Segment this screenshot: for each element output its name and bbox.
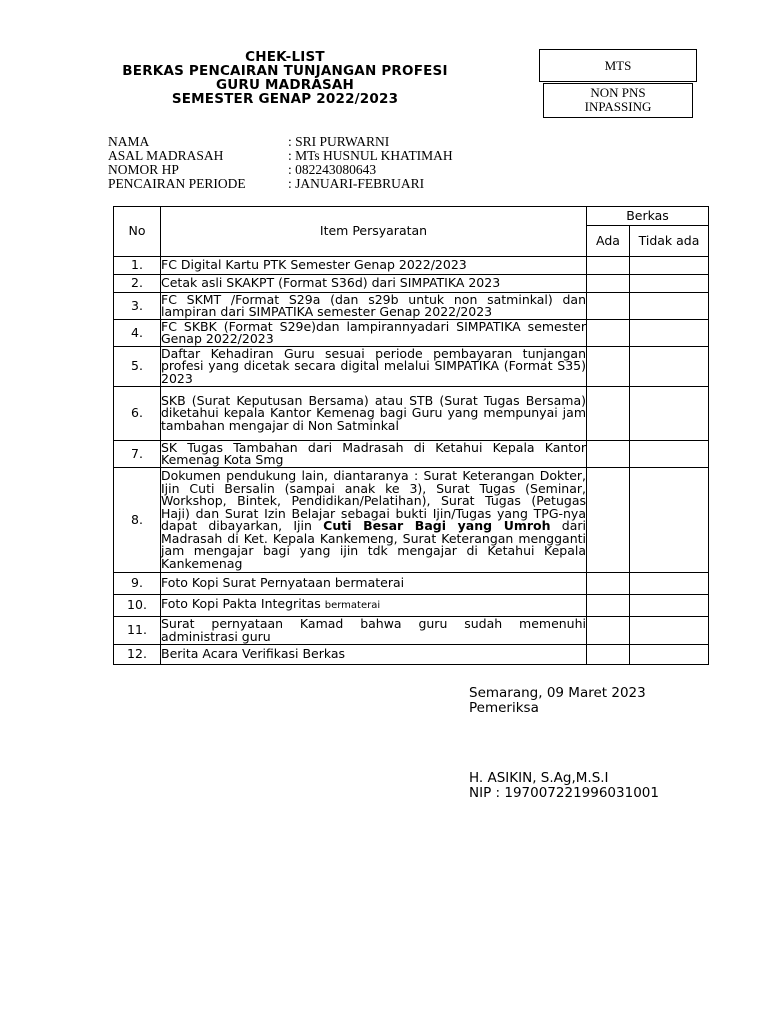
info-label: NOMOR HP [108, 162, 179, 177]
ada-checkbox-cell[interactable] [587, 257, 630, 275]
row-number: 4. [114, 320, 161, 347]
tidak-ada-checkbox-cell[interactable] [630, 320, 709, 347]
table-header-row [114, 207, 709, 226]
row-item: SK Tugas Tambahan dari Madrasah di Ketahui Kepala Kantor Kemenag Kota Smg [161, 439, 586, 467]
table-row [114, 387, 709, 441]
identity-info [108, 135, 453, 191]
title-line-2: BERKAS PENCAIRAN TUNJANGAN PROFESI [122, 63, 448, 79]
info-value: : 082243080643 [288, 162, 377, 177]
ada-checkbox-cell[interactable] [587, 595, 630, 617]
signature-role: Pemeriksa [469, 700, 539, 716]
row-item: FC Digital Kartu PTK Semester Genap 2022/2023 [161, 257, 587, 275]
row-item-text: dari Madrasah di Ket. Kepala Kankemeng, Surat Keterangan mengganti jam mengajar bagi yang ijin tdk mengajar di Ketahui Kepala Kankemenag [161, 518, 586, 571]
row-item: Surat pernyataan Kamad bahwa guru sudah memenuhi administrasi guru [161, 616, 586, 644]
row-number: 7. [114, 441, 161, 468]
table-row [114, 573, 709, 595]
row-number: 8. [114, 468, 161, 573]
row-number: 1. [114, 257, 161, 275]
inpassing-label: INPASSING [584, 99, 652, 114]
info-label: PENCAIRAN PERIODE [108, 176, 246, 191]
non-pns-label: NON PNS [590, 85, 646, 100]
row-item: Daftar Kehadiran Guru sesuai periode pembayaran tunjangan profesi yang dicetak secara digital melalui SIMPATIKA (Format S35) 2023 [161, 345, 586, 386]
header-tidak-ada: Tidak ada [630, 226, 709, 257]
signature-name: H. ASIKIN, S.Ag,M.S.I [469, 770, 609, 786]
title-line-1: CHEK-LIST [245, 49, 325, 65]
info-label: NAMA [108, 134, 150, 149]
tidak-ada-checkbox-cell[interactable] [630, 595, 709, 617]
checklist-table [113, 206, 709, 665]
info-row-pencairan-periode [108, 177, 453, 191]
row-item [161, 595, 587, 617]
row-number: 11. [114, 617, 161, 645]
ada-checkbox-cell[interactable] [587, 617, 630, 645]
table-row [114, 275, 709, 293]
row-number: 2. [114, 275, 161, 293]
info-row-nama [108, 135, 453, 149]
ada-checkbox-cell[interactable] [587, 347, 630, 387]
tidak-ada-checkbox-cell[interactable] [630, 347, 709, 387]
tidak-ada-checkbox-cell[interactable] [630, 257, 709, 275]
tidak-ada-checkbox-cell[interactable] [630, 573, 709, 595]
header-berkas: Berkas [587, 207, 709, 226]
ada-checkbox-cell[interactable] [587, 573, 630, 595]
ada-checkbox-cell[interactable] [587, 645, 630, 665]
non-pns-inpassing-box [543, 83, 693, 118]
row-item: Foto Kopi Surat Pernyataan bermaterai [161, 573, 587, 595]
ada-checkbox-cell[interactable] [587, 387, 630, 441]
tidak-ada-checkbox-cell[interactable] [630, 441, 709, 468]
info-label: ASAL MADRASAH [108, 148, 224, 163]
table-row [114, 645, 709, 665]
tidak-ada-checkbox-cell[interactable] [630, 387, 709, 441]
row-item-text: Dokumen pendukung lain, diantaranya : Surat Keterangan Dokter, Ijin Cuti Bersalin (sampai anak ke 3), Surat Tugas (Seminar, Workshop, Bintek, Pendidikan/Pelatihan), Surat Tugas (Petugas Haji) dan Surat Izin Belajar sebagai bukti Ijin/Tugas yang TPG-nya dapat dibayarkan, Ijin [161, 468, 586, 533]
info-value: : SRI PURWARNI [288, 134, 390, 149]
ada-checkbox-cell[interactable] [587, 441, 630, 468]
table-row [114, 347, 709, 387]
row-item: Berita Acara Verifikasi Berkas [161, 645, 587, 665]
row-item: Cetak asli SKAKPT (Format S36d) dari SIMPATIKA 2023 [161, 275, 587, 293]
ada-checkbox-cell[interactable] [587, 468, 630, 573]
row-item: FC SKMT /Format S29a (dan s29b untuk non satminkal) dan lampiran dari SIMPATIKA semester Genap 2022/2023 [161, 291, 586, 319]
table-row [114, 617, 709, 645]
signature-place-date: Semarang, 09 Maret 2023 [469, 685, 646, 701]
info-row-asal-madrasah [108, 149, 453, 163]
table-row [114, 595, 709, 617]
tidak-ada-checkbox-cell[interactable] [630, 468, 709, 573]
signature-nip: NIP : 197007221996031001 [469, 785, 659, 801]
header-no: No [114, 207, 161, 257]
document-title [100, 50, 470, 106]
title-line-3: GURU MADRASAH [215, 77, 355, 93]
header-item-persyaratan: Item Persyaratan [161, 207, 587, 257]
tidak-ada-checkbox-cell[interactable] [630, 617, 709, 645]
row-item: SKB (Surat Keputusan Bersama) atau STB (Surat Tugas Bersama) diketahui kepala Kantor Kemenag bagi Guru yang mempunyai jam tambahan mengajar di Non Satminkal [161, 387, 587, 441]
row-number: 5. [114, 347, 161, 387]
table-row [114, 468, 709, 573]
row-item-bold-text: Cuti Besar Bagi yang Umroh [323, 518, 551, 533]
table-row [114, 320, 709, 347]
row-number: 12. [114, 645, 161, 665]
table-row [114, 441, 709, 468]
row-item: FC SKBK (Format S29e)dan lampirannyadari SIMPATIKA semester Genap 2022/2023 [161, 318, 586, 346]
row-number: 10. [114, 595, 161, 617]
mts-box: MTS [539, 49, 697, 82]
row-item-small-text: bermaterai [324, 600, 381, 612]
tidak-ada-checkbox-cell[interactable] [630, 293, 709, 320]
row-item [161, 468, 587, 573]
row-item-text: Foto Kopi Pakta Integritas [161, 596, 321, 612]
title-line-4: SEMESTER GENAP 2022/2023 [171, 91, 399, 107]
info-value: : JANUARI-FEBRUARI [288, 176, 425, 191]
ada-checkbox-cell[interactable] [587, 293, 630, 320]
header-ada: Ada [587, 226, 630, 257]
table-row [114, 257, 709, 275]
row-number: 3. [114, 293, 161, 320]
ada-checkbox-cell[interactable] [587, 320, 630, 347]
row-number: 9. [114, 573, 161, 595]
info-row-nomor-hp [108, 163, 453, 177]
info-value: : MTs HUSNUL KHATIMAH [288, 148, 453, 163]
row-number: 6. [114, 387, 161, 441]
tidak-ada-checkbox-cell[interactable] [630, 645, 709, 665]
table-row [114, 293, 709, 320]
ada-checkbox-cell[interactable] [587, 275, 630, 293]
tidak-ada-checkbox-cell[interactable] [630, 275, 709, 293]
